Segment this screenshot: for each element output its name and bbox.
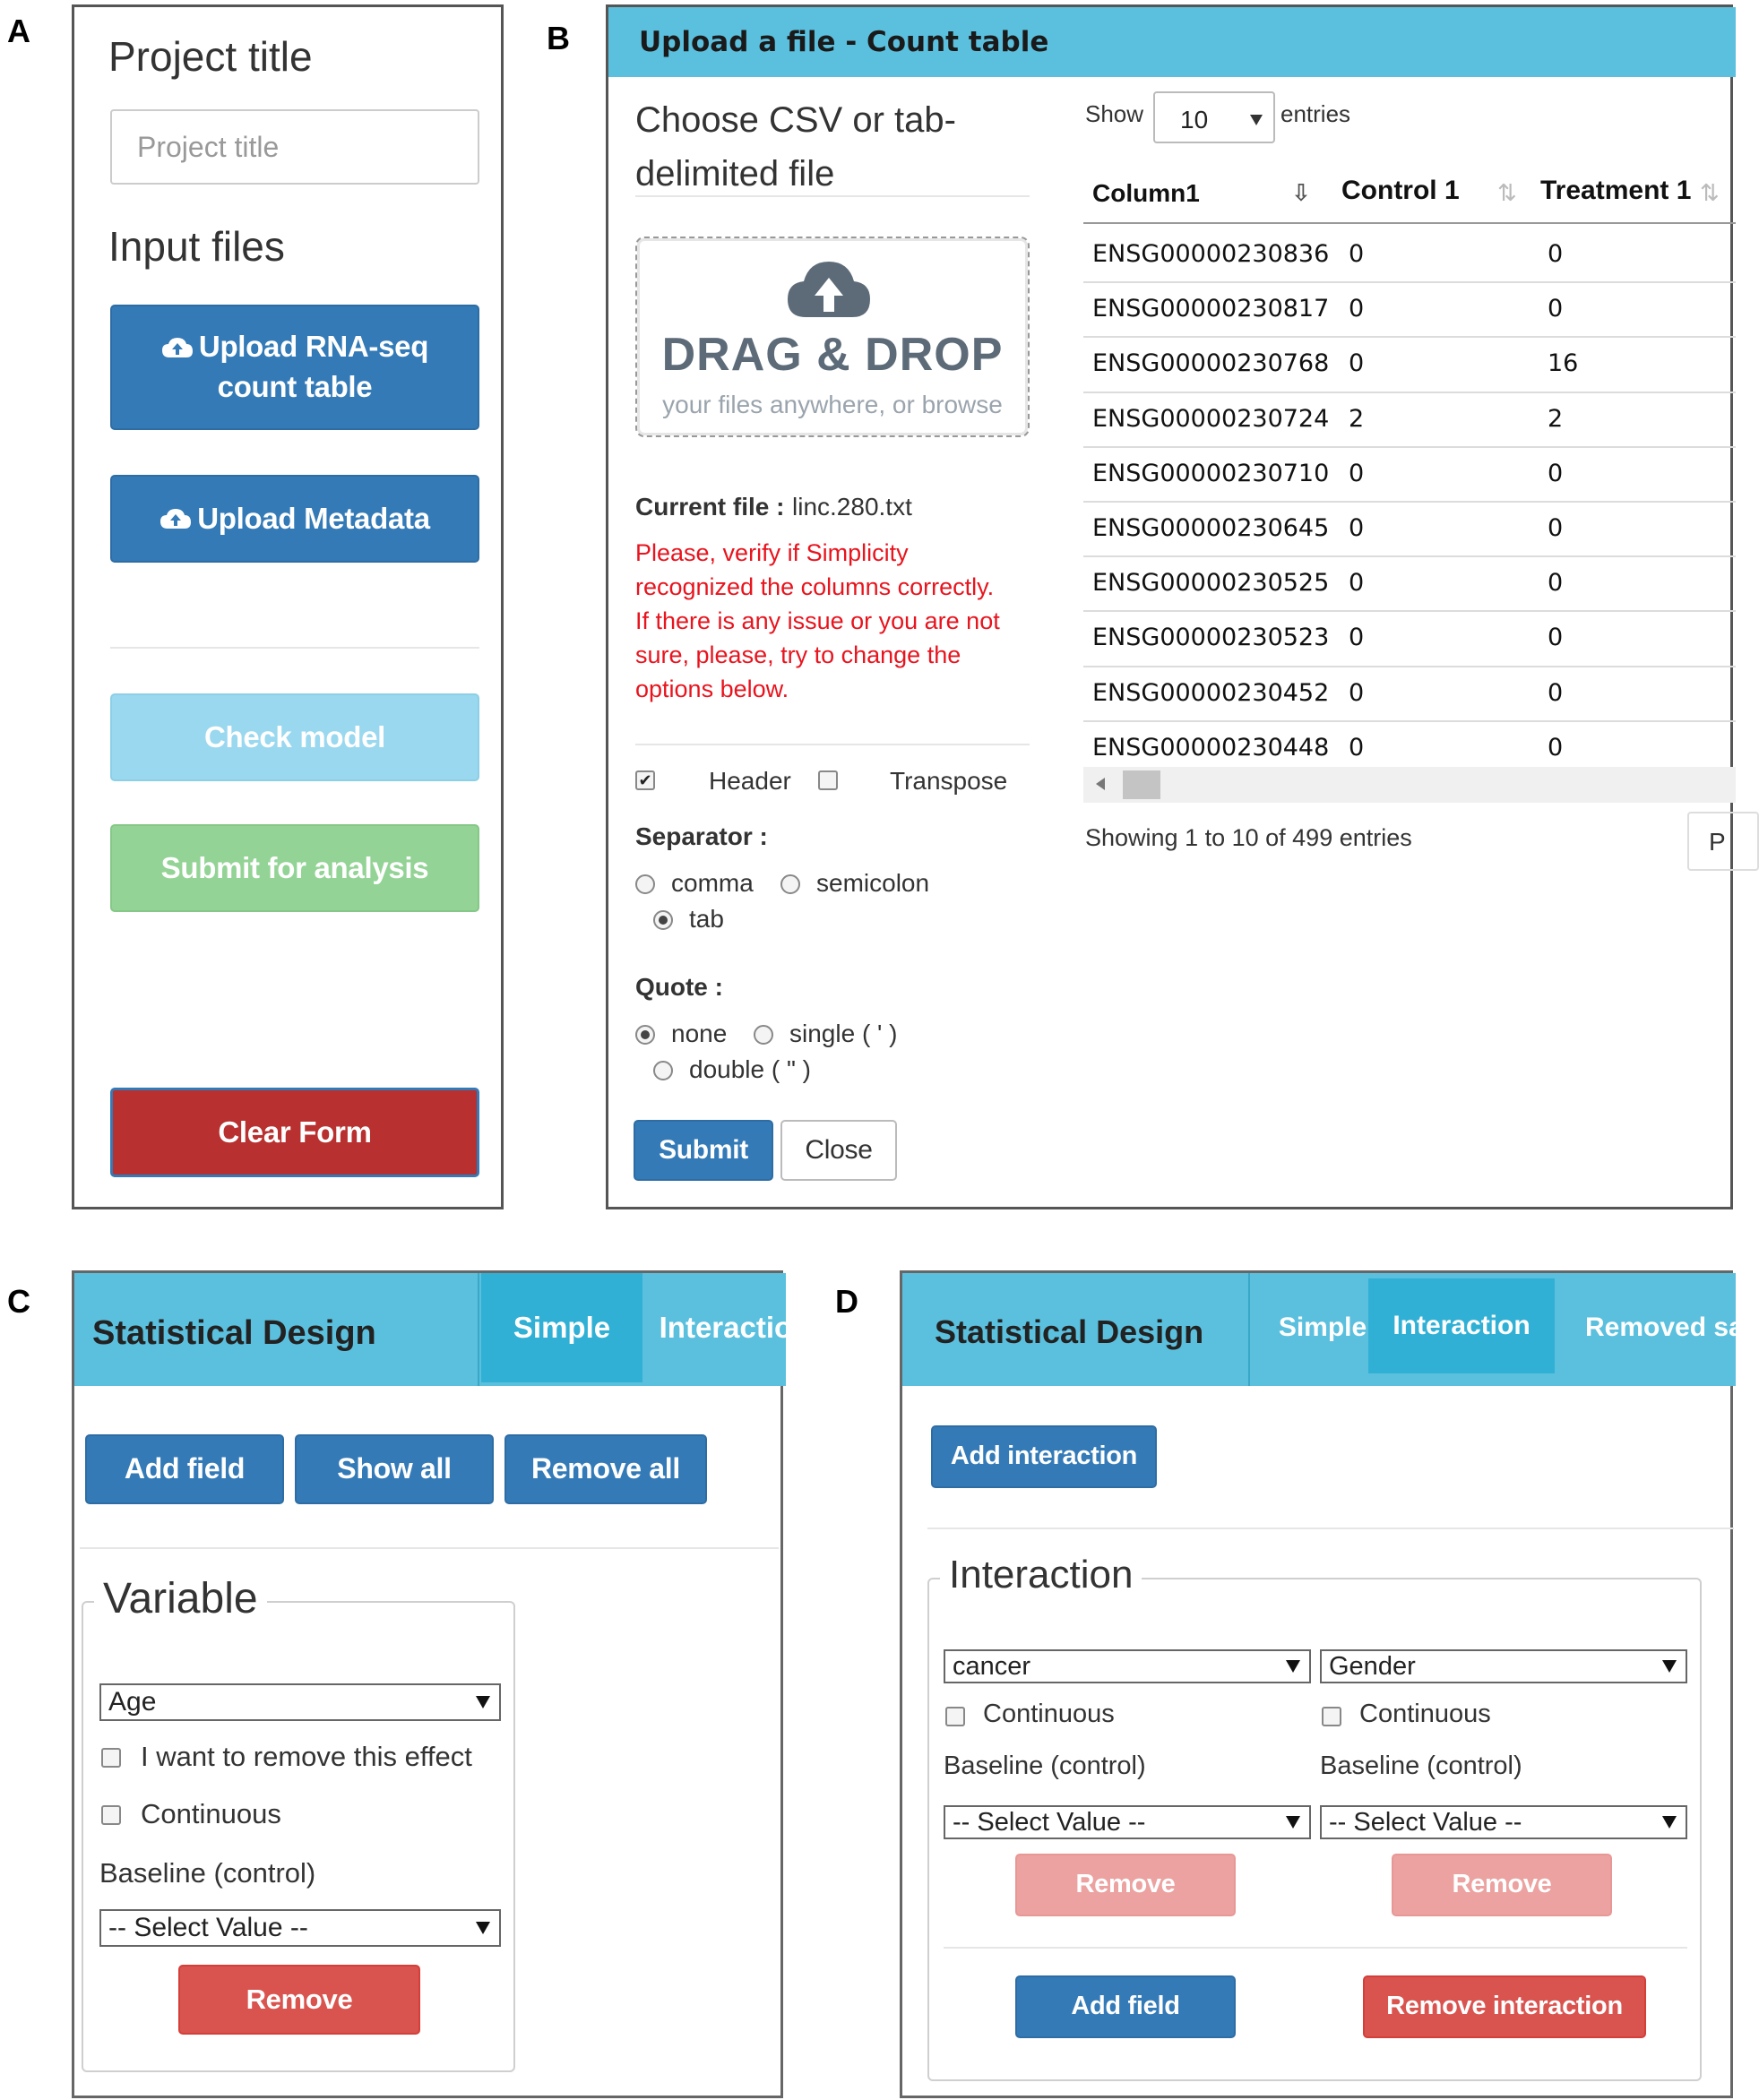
tab-simple[interactable]: Simple — [481, 1273, 642, 1382]
upload-count-table-button[interactable] — [110, 305, 479, 430]
showing-entries-text: Showing 1 to 10 of 499 entries — [1085, 824, 1412, 851]
add-field-button[interactable]: Add field — [1015, 1975, 1236, 2038]
check-model-button[interactable]: Check model — [110, 693, 479, 781]
row-divider — [1083, 392, 1736, 393]
table-cell: 0 — [1548, 733, 1564, 762]
header-checkbox[interactable]: ✔ — [635, 770, 655, 790]
transpose-label: Transpose — [890, 767, 1008, 795]
cloud-upload-icon — [160, 507, 192, 530]
submit-analysis-button[interactable]: Submit for analysis — [110, 824, 479, 912]
table-header-divider — [1083, 222, 1736, 224]
quote-single-radio[interactable] — [754, 1025, 773, 1045]
cloud-upload-icon — [786, 258, 872, 321]
quote-double-radio[interactable] — [653, 1061, 673, 1080]
panel-label-d: D — [835, 1283, 858, 1320]
panel-label-a: A — [7, 13, 30, 49]
choose-line-2: delimited file — [635, 154, 835, 194]
column-warning-text — [635, 536, 1000, 706]
divider — [927, 1528, 1734, 1529]
table-cell: ENSG00000230525 — [1092, 569, 1330, 598]
chevron-down-icon — [1286, 1816, 1300, 1829]
current-file-name: linc.280.txt — [792, 493, 912, 521]
chevron-down-icon — [1662, 1660, 1677, 1673]
left-continuous-label: Continuous — [983, 1700, 1115, 1728]
warning-line: recognized the columns correctly. — [635, 573, 995, 600]
table-cell: ENSG00000230523 — [1092, 624, 1330, 652]
remove-effect-checkbox[interactable] — [101, 1748, 121, 1768]
cloud-upload-icon — [161, 336, 194, 359]
baseline-select[interactable] — [99, 1909, 501, 1947]
continuous-checkbox[interactable] — [101, 1805, 121, 1825]
remove-effect-label: I want to remove this effect — [141, 1741, 472, 1772]
table-cell: ENSG00000230710 — [1092, 459, 1330, 487]
table-cell: 0 — [1349, 624, 1365, 652]
close-button[interactable]: Close — [780, 1120, 897, 1181]
table-cell: 0 — [1349, 514, 1365, 542]
right-baseline-value: -- Select Value -- — [1329, 1807, 1522, 1837]
table-cell: ENSG00000230817 — [1092, 295, 1330, 323]
table-cell: 2 — [1349, 404, 1365, 433]
add-interaction-button[interactable]: Add interaction — [931, 1425, 1157, 1488]
table-cell: 0 — [1548, 624, 1564, 652]
left-baseline-label: Baseline (control) — [944, 1751, 1146, 1780]
left-baseline-value: -- Select Value -- — [953, 1807, 1146, 1837]
quote-label: Quote : — [635, 973, 723, 1001]
show-all-button[interactable]: Show all — [295, 1434, 494, 1504]
warning-line: options below. — [635, 676, 789, 702]
table-cell: 0 — [1548, 240, 1564, 268]
table-cell: ENSG00000230645 — [1092, 514, 1330, 542]
variable-select[interactable] — [99, 1683, 501, 1721]
table-cell: ENSG00000230768 — [1092, 349, 1330, 378]
add-field-button[interactable]: Add field — [85, 1434, 284, 1504]
table-cell: 0 — [1548, 514, 1564, 542]
header-label: Header — [709, 767, 791, 795]
chevron-down-icon — [1662, 1816, 1677, 1829]
table-cell: 0 — [1349, 569, 1365, 598]
statistical-design-title: Statistical Design — [92, 1273, 479, 1386]
row-divider — [1083, 610, 1736, 612]
statistical-design-title: Statistical Design — [935, 1273, 1250, 1386]
drag-drop-zone[interactable] — [635, 237, 1030, 437]
panel-d-statistical-design — [900, 1270, 1744, 2098]
sort-both-icon[interactable]: ⇅ — [1497, 179, 1517, 206]
table-cell: 0 — [1349, 459, 1365, 487]
entries-label: entries — [1280, 100, 1351, 127]
column-header-treatment1[interactable]: Treatment 1 — [1540, 176, 1692, 205]
table-cell: 0 — [1349, 295, 1365, 323]
tab-interaction[interactable]: Interaction — [659, 1311, 811, 1344]
row-divider — [1083, 281, 1736, 283]
row-divider — [1083, 555, 1736, 557]
entries-select[interactable] — [1153, 91, 1275, 143]
panel-a-sidebar — [72, 4, 504, 1209]
entries-select-value: 10 — [1180, 106, 1209, 133]
table-cell: 0 — [1349, 733, 1365, 762]
drag-drop-title: DRAG & DROP — [661, 329, 1004, 381]
baseline-select-value: -- Select Value -- — [108, 1913, 308, 1942]
sort-desc-icon[interactable]: ⇩ — [1291, 179, 1311, 206]
table-cell: 0 — [1349, 349, 1365, 378]
interaction-left-select[interactable] — [944, 1649, 1311, 1683]
input-files-heading: Input files — [108, 223, 285, 270]
left-baseline-select[interactable] — [944, 1805, 1311, 1839]
table-cell: 2 — [1548, 404, 1564, 433]
baseline-label: Baseline (control) — [99, 1857, 316, 1889]
table-cell: ENSG00000230836 — [1092, 240, 1330, 268]
scrollbar-thumb[interactable] — [1123, 770, 1160, 799]
tab-simple[interactable]: Simple — [1278, 1312, 1367, 1342]
panel-label-c: C — [7, 1283, 30, 1320]
horizontal-scrollbar[interactable] — [1083, 767, 1736, 803]
current-file-label: Current file : — [635, 493, 785, 521]
upload-count-label-2: count table — [217, 370, 373, 403]
table-cell: ENSG00000230448 — [1092, 733, 1330, 762]
divider — [635, 744, 1030, 745]
quote-none-label: none — [671, 1020, 728, 1047]
warning-line: sure, please, try to change the — [635, 641, 961, 668]
chevron-down-icon — [1250, 115, 1263, 125]
divider — [80, 1547, 779, 1549]
warning-line: If there is any issue or you are not — [635, 607, 1000, 634]
row-divider — [1083, 336, 1736, 338]
modal-title: Upload a file - Count table — [608, 7, 1736, 77]
project-title-input[interactable]: Project title — [110, 109, 479, 185]
remove-button[interactable]: Remove — [178, 1965, 420, 2035]
panel-c-statistical-design — [72, 1270, 811, 2098]
right-select-value: Gender — [1329, 1651, 1416, 1681]
tab-interaction[interactable]: Interaction — [1368, 1278, 1555, 1373]
left-remove-button[interactable]: Remove — [1015, 1854, 1236, 1916]
pagination-button[interactable]: P — [1687, 812, 1759, 871]
separator-tab-radio[interactable] — [653, 910, 673, 930]
table-cell: 0 — [1349, 678, 1365, 707]
interaction-legend: Interaction — [940, 1553, 1142, 1597]
separator-label: Separator : — [635, 822, 768, 850]
quote-none-radio[interactable] — [635, 1025, 655, 1045]
row-divider — [1083, 501, 1736, 503]
table-cell: 0 — [1548, 459, 1564, 487]
upload-metadata-button[interactable] — [110, 475, 479, 563]
table-cell: 16 — [1548, 349, 1579, 378]
separator-semicolon-label: semicolon — [816, 869, 930, 897]
left-select-value: cancer — [953, 1651, 1031, 1681]
table-cell: ENSG00000230724 — [1092, 404, 1330, 433]
right-remove-button[interactable]: Remove — [1392, 1854, 1612, 1916]
table-cell: 0 — [1548, 295, 1564, 323]
panel-b-upload-modal — [606, 4, 1733, 1209]
submit-button[interactable]: Submit — [634, 1120, 773, 1181]
transpose-checkbox[interactable] — [818, 770, 838, 790]
interaction-right-select[interactable] — [1320, 1649, 1687, 1683]
variable-legend: Variable — [94, 1574, 267, 1623]
continuous-label: Continuous — [141, 1798, 281, 1829]
panel-label-b: B — [547, 20, 570, 56]
chevron-down-icon — [476, 1922, 490, 1934]
separator-comma-radio[interactable] — [635, 874, 655, 894]
upload-count-label-1: Upload RNA-seq — [198, 330, 429, 364]
chevron-down-icon — [1286, 1660, 1300, 1673]
row-divider — [1083, 666, 1736, 667]
scroll-left-icon[interactable] — [1096, 778, 1105, 790]
table-cell: ENSG00000230452 — [1092, 678, 1330, 707]
drag-drop-subtitle: your files anywhere, or browse — [662, 391, 1003, 418]
quote-double-label: double ( " ) — [689, 1055, 812, 1083]
separator-tab-label: tab — [689, 905, 724, 933]
variable-select-value: Age — [108, 1687, 157, 1717]
tab-removed-samples[interactable]: Removed sa — [1585, 1312, 1744, 1342]
column-header-column1[interactable]: Column1 — [1092, 179, 1200, 207]
choose-line-1: Choose CSV or tab- — [635, 100, 956, 140]
remove-all-button[interactable]: Remove all — [504, 1434, 707, 1504]
show-label: Show — [1085, 100, 1144, 127]
right-continuous-checkbox[interactable] — [1322, 1707, 1341, 1726]
table-cell: 0 — [1349, 240, 1365, 268]
right-baseline-select[interactable] — [1320, 1805, 1687, 1839]
separator-comma-label: comma — [671, 869, 754, 897]
sort-both-icon[interactable]: ⇅ — [1700, 179, 1720, 206]
chevron-down-icon — [476, 1696, 490, 1708]
warning-line: Please, verify if Simplicity — [635, 539, 909, 566]
divider — [944, 1947, 1687, 1949]
divider — [110, 647, 479, 649]
clear-form-button[interactable]: Clear Form — [110, 1088, 479, 1177]
remove-interaction-button[interactable]: Remove interaction — [1363, 1975, 1646, 2038]
right-continuous-label: Continuous — [1359, 1700, 1491, 1728]
choose-file-heading — [635, 93, 956, 201]
project-title-heading: Project title — [108, 33, 313, 80]
column-header-control1[interactable]: Control 1 — [1341, 176, 1460, 205]
upload-metadata-label: Upload Metadata — [197, 501, 430, 535]
table-cell: 0 — [1548, 569, 1564, 598]
row-divider — [1083, 446, 1736, 448]
right-baseline-label: Baseline (control) — [1320, 1751, 1522, 1780]
divider — [635, 195, 1030, 197]
left-continuous-checkbox[interactable] — [945, 1707, 965, 1726]
quote-single-label: single ( ' ) — [789, 1020, 898, 1047]
row-divider — [1083, 720, 1736, 722]
table-cell: 0 — [1548, 678, 1564, 707]
separator-semicolon-radio[interactable] — [780, 874, 800, 894]
